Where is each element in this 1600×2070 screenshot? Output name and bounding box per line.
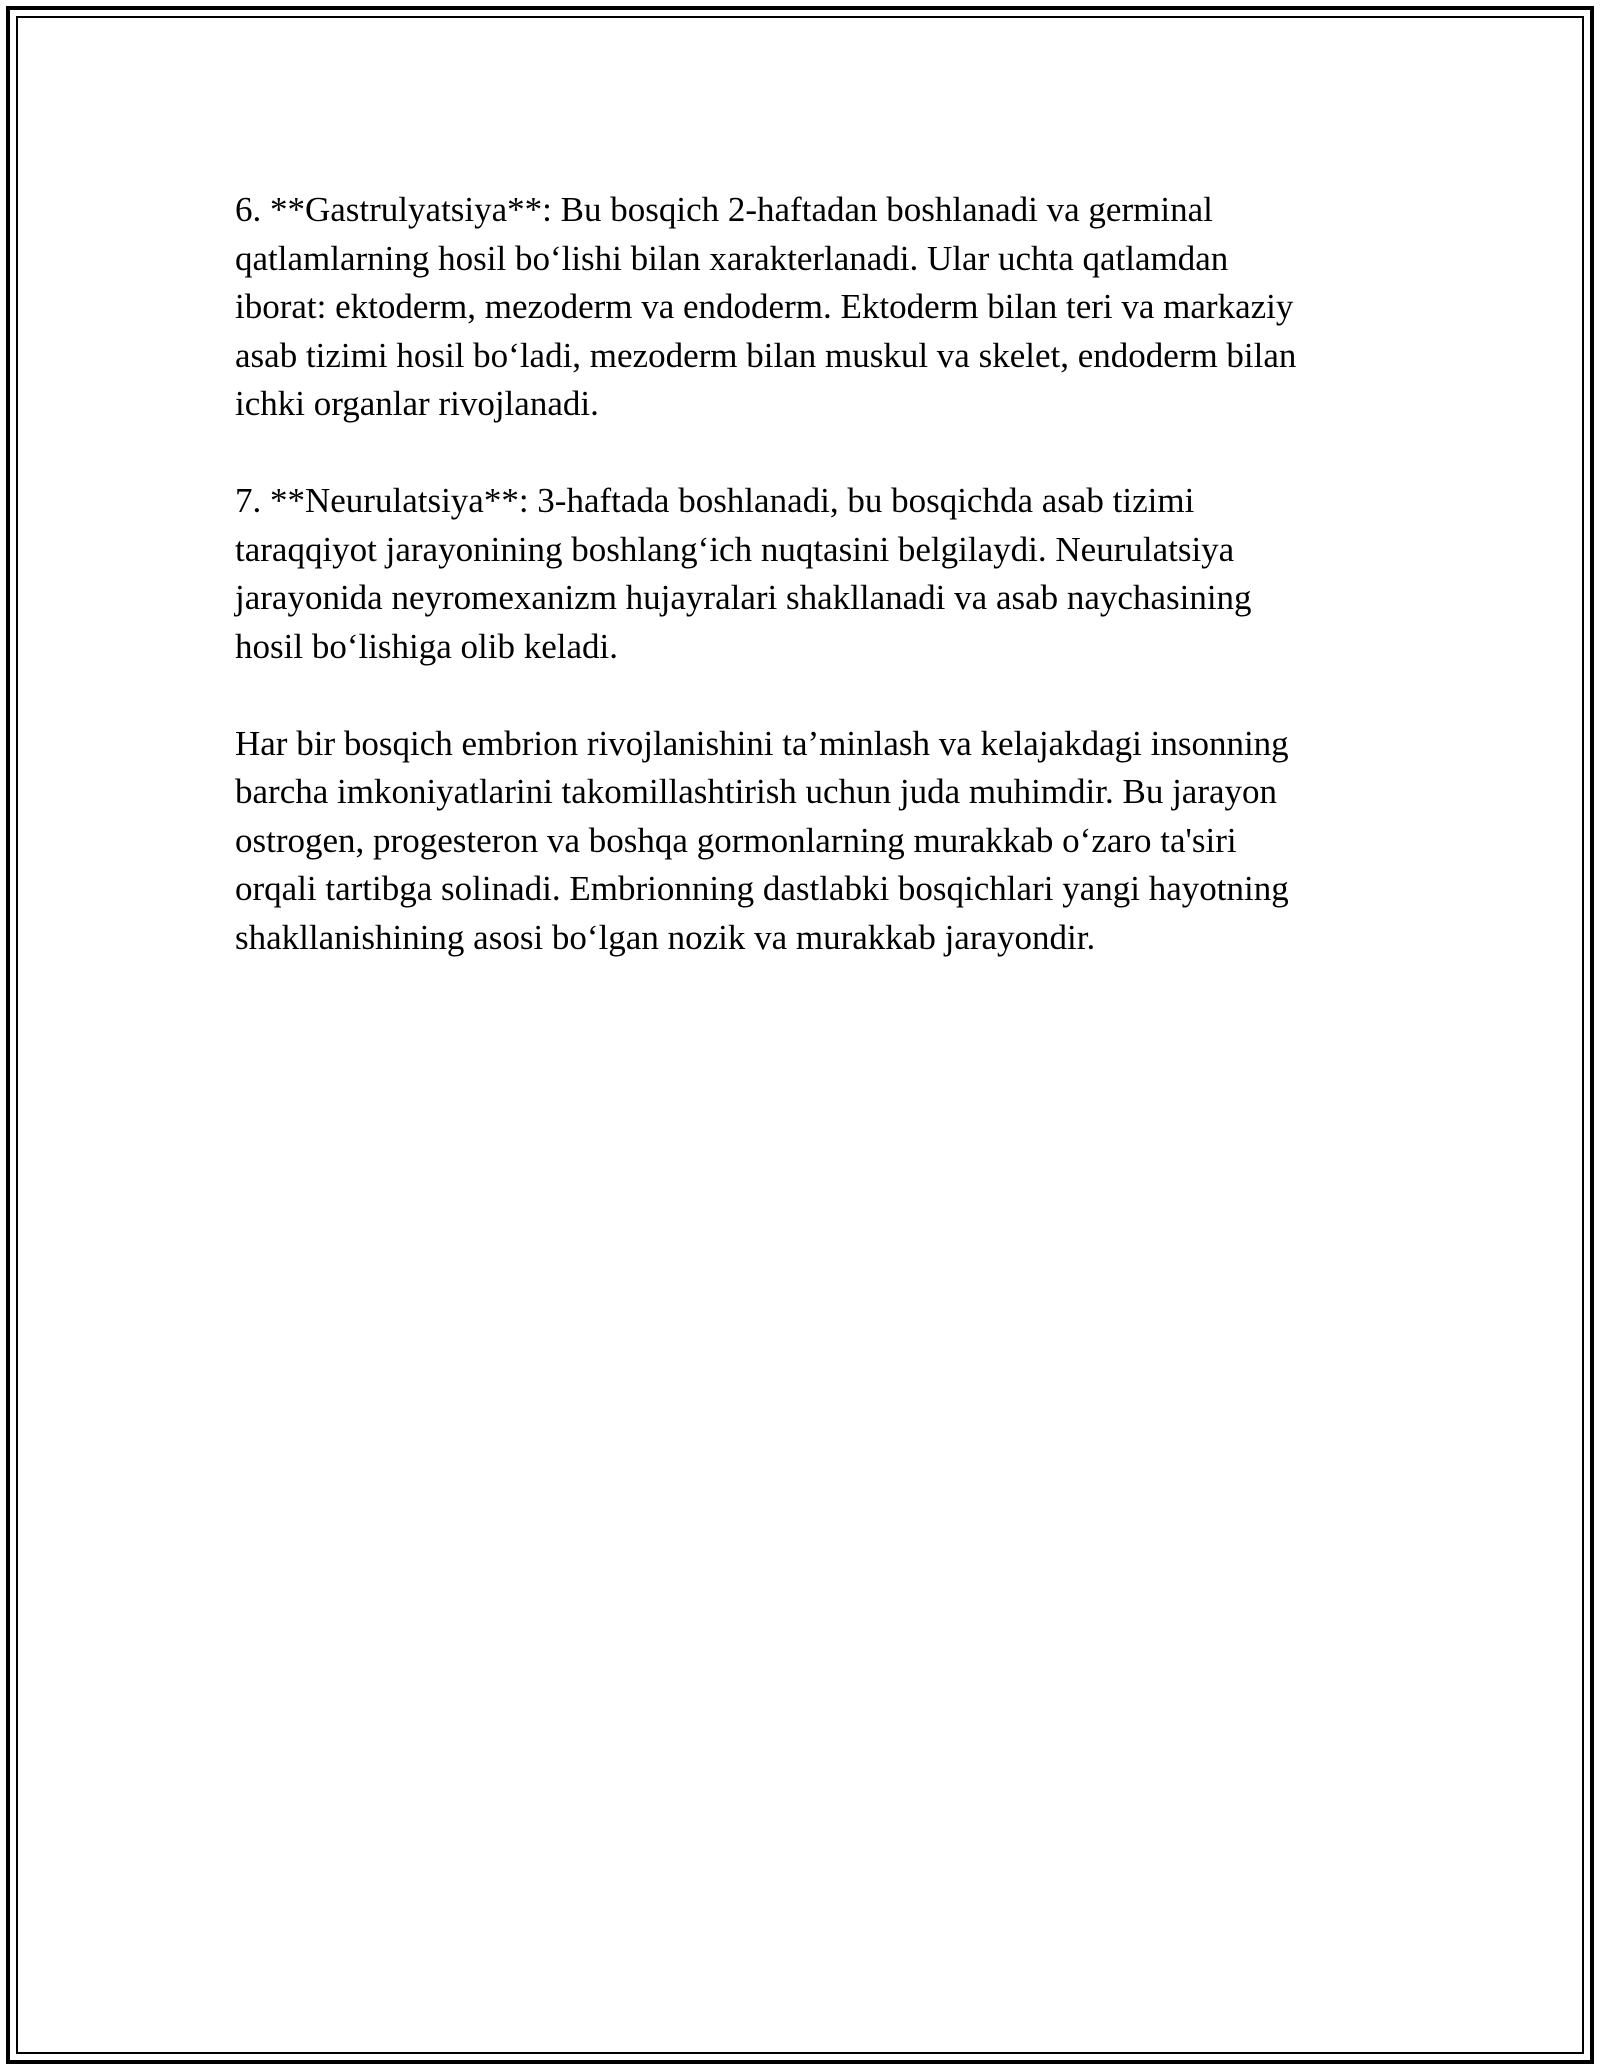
paragraph-gastrulyatsiya: 6. **Gastrulyatsiya**: Bu bosqich 2-haftadan boshlanadi va germinal qatlamlarning hosil bo‘lishi bilan xarakterlanadi. Ular uchta qatlamdan iborat: ektoderm, mezoderm va endoderm. Ektoderm bilan teri va markaziy asab tizimi hosil bo‘ladi, mezoderm bilan muskul va skelet, endoderm bilan ichki organlar rivojlanadi. (235, 190, 1297, 423)
paragraph-summary: Har bir bosqich embrion rivojlanishini ta’minlash va kelajakdagi insonning barcha imkoniyatlarini takomillashtirish uchun juda muhimdir. Bu jarayon ostrogen, progesteron va boshqa gormonlarning murakkab o‘zaro ta'siri orqali tartibga solinadi. Embrionning dastlabki bosqichlari yangi hayotning shakllanishining asosi bo‘lgan nozik va murakkab jarayondir. (235, 723, 1289, 957)
paragraph-neurulatsiya: 7. **Neurulatsiya**: 3-haftada boshlanadi, bu bosqichda asab tizimi taraqqiyot jarayonining boshlang‘ich nuqtasini belgilaydi. Neurulatsiya jarayonida neyromexanizm hujayralari shakllanadi va asab naychasining hosil bo‘lishiga olib keladi. (235, 481, 1252, 666)
document-body (235, 186, 1365, 1011)
